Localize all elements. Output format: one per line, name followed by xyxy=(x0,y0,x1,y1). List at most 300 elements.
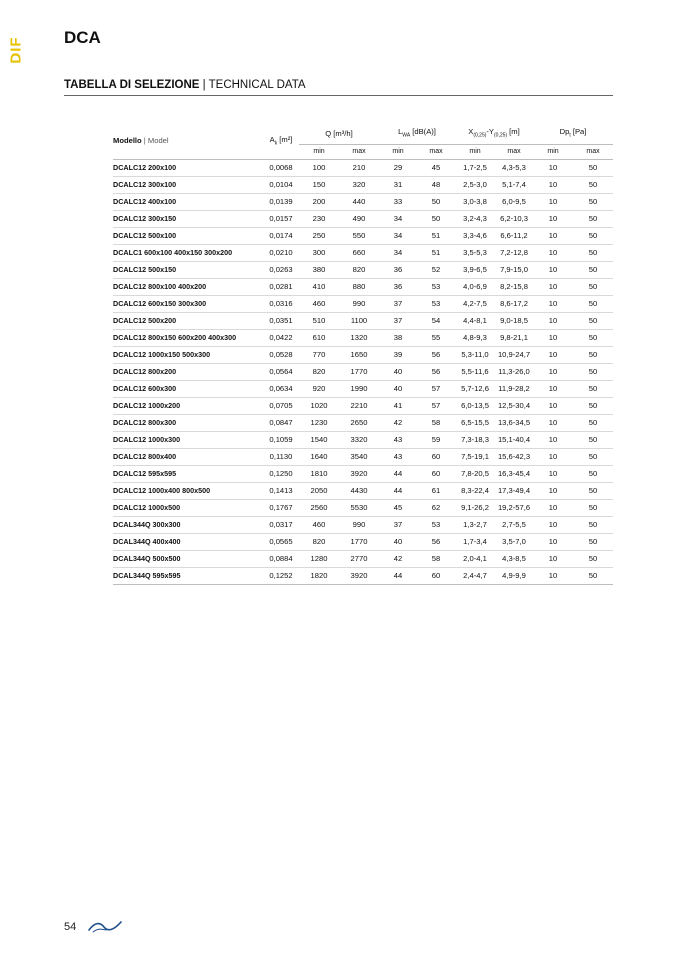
cell-dp-min: 10 xyxy=(548,485,558,495)
cell-dp-min: 10 xyxy=(548,281,558,291)
cell-q-max: 660 xyxy=(352,247,366,257)
cell-ak: 0,0884 xyxy=(269,553,293,563)
cell-lwa-max: 53 xyxy=(431,281,441,291)
cell-lwa-min: 38 xyxy=(393,332,403,342)
cell-throw-max: 6,0-9,5 xyxy=(502,196,526,206)
cell-lwa-min: 43 xyxy=(393,451,403,461)
table-row xyxy=(113,295,613,312)
cell-throw-max: 15,6-42,3 xyxy=(497,451,531,461)
cell-ak: 0,0565 xyxy=(269,536,293,546)
cell-model: DCALC12 1000x300 xyxy=(113,434,181,444)
cell-q-min: 1820 xyxy=(310,570,328,580)
cell-lwa-min: 43 xyxy=(393,434,403,444)
cell-q-min: 1640 xyxy=(310,451,328,461)
cell-lwa-min: 31 xyxy=(393,179,403,189)
cell-throw-max: 10,9-24,7 xyxy=(497,349,531,359)
section-title-separator: | xyxy=(199,79,209,91)
cell-dp-max: 50 xyxy=(588,230,598,240)
cell-lwa-min: 34 xyxy=(393,213,403,223)
cell-q-max: 990 xyxy=(352,298,366,308)
cell-lwa-min: 36 xyxy=(393,281,403,291)
cell-q-min: 2560 xyxy=(310,502,328,512)
cell-lwa-max: 51 xyxy=(431,230,441,240)
cell-q-min: 820 xyxy=(312,536,326,546)
table-body xyxy=(113,159,613,584)
cell-model: DCALC12 500x100 xyxy=(113,230,177,240)
header-throw-x: X xyxy=(468,127,474,136)
cell-ak: 0,1252 xyxy=(269,570,293,580)
cell-throw-max: 5,1-7,4 xyxy=(502,179,526,189)
cell-q-min: 460 xyxy=(312,298,326,308)
cell-model: DCALC12 600x300 xyxy=(113,383,177,393)
table-row xyxy=(113,278,613,295)
cell-throw-min: 3,9-6,5 xyxy=(463,264,487,274)
cell-dp-min: 10 xyxy=(548,213,558,223)
table-row xyxy=(113,499,613,516)
cell-throw-min: 3,2-4,3 xyxy=(463,213,487,223)
cell-dp-min: 10 xyxy=(548,451,558,461)
cell-throw-min: 2,5-3,0 xyxy=(463,179,487,189)
cell-q-min: 410 xyxy=(312,281,326,291)
cell-lwa-max: 53 xyxy=(431,519,441,529)
cell-ak: 0,1059 xyxy=(269,434,293,444)
cell-dp-max: 50 xyxy=(588,434,598,444)
header-throw-min: min xyxy=(469,147,481,155)
cell-q-max: 820 xyxy=(352,264,366,274)
header-pressure xyxy=(533,124,613,144)
table-row xyxy=(113,397,613,414)
cell-ak: 0,0317 xyxy=(269,519,293,529)
cell-throw-min: 4,8-9,3 xyxy=(463,332,487,342)
cell-ak: 0,0705 xyxy=(269,400,293,410)
cell-throw-max: 15,1-40,4 xyxy=(497,434,531,444)
cell-q-max: 210 xyxy=(352,162,366,172)
table-row xyxy=(113,210,613,227)
cell-q-max: 3320 xyxy=(350,434,368,444)
header-throw-unit: [m] xyxy=(507,127,520,136)
cell-q-max: 3920 xyxy=(350,570,368,580)
cell-lwa-max: 45 xyxy=(431,162,441,172)
selection-table xyxy=(113,124,613,585)
cell-q-min: 770 xyxy=(312,349,326,359)
header-q-min: min xyxy=(313,147,325,155)
cell-throw-min: 7,5-19,1 xyxy=(461,451,489,461)
cell-throw-min: 8,3-22,4 xyxy=(461,485,489,495)
cell-dp-min: 10 xyxy=(548,383,558,393)
wave-logo-icon xyxy=(88,918,122,934)
header-sound-unit: [dB(A)] xyxy=(410,127,436,136)
cell-lwa-min: 37 xyxy=(393,315,403,325)
cell-model: DCALC12 300x100 xyxy=(113,179,177,189)
cell-lwa-max: 55 xyxy=(431,332,441,342)
cell-dp-min: 10 xyxy=(548,519,558,529)
cell-dp-min: 10 xyxy=(548,264,558,274)
cell-lwa-min: 37 xyxy=(393,519,403,529)
cell-ak: 0,1767 xyxy=(269,502,293,512)
table-row xyxy=(113,363,613,380)
cell-model: DCALC12 1000x500 xyxy=(113,502,181,512)
cell-dp-max: 50 xyxy=(588,417,598,427)
cell-ak: 0,0068 xyxy=(269,162,293,172)
cell-ak: 0,0139 xyxy=(269,196,293,206)
cell-model: DCAL344Q 500x500 xyxy=(113,553,181,563)
cell-model: DCALC12 800x150 600x200 400x300 xyxy=(113,332,237,342)
cell-ak: 0,0422 xyxy=(269,332,293,342)
cell-throw-min: 3,3-4,6 xyxy=(463,230,487,240)
header-ak-symbol: A xyxy=(269,134,275,144)
cell-q-max: 990 xyxy=(352,519,366,529)
cell-model: DCAL344Q 300x300 xyxy=(113,519,181,529)
cell-ak: 0,1413 xyxy=(269,485,293,495)
cell-throw-max: 6,6-11,2 xyxy=(500,230,528,240)
cell-lwa-min: 39 xyxy=(393,349,403,359)
cell-q-max: 1770 xyxy=(350,366,368,376)
cell-dp-min: 10 xyxy=(548,400,558,410)
header-sound xyxy=(379,124,455,144)
table-row xyxy=(113,346,613,363)
cell-lwa-max: 57 xyxy=(431,383,441,393)
cell-throw-max: 4,3-8,5 xyxy=(502,553,526,563)
header-model-it: Modello xyxy=(113,136,142,146)
cell-ak: 0,0847 xyxy=(269,417,293,427)
page-title: DCA xyxy=(64,28,101,47)
cell-dp-max: 50 xyxy=(588,298,598,308)
cell-dp-max: 50 xyxy=(588,451,598,461)
table-row xyxy=(113,448,613,465)
cell-throw-min: 6,5-15,5 xyxy=(461,417,489,427)
cell-throw-max: 4,3-5,3 xyxy=(502,162,526,172)
cell-lwa-max: 51 xyxy=(431,247,441,257)
cell-dp-max: 50 xyxy=(588,179,598,189)
cell-lwa-max: 56 xyxy=(431,349,441,359)
table-row xyxy=(113,533,613,550)
cell-lwa-max: 60 xyxy=(431,451,441,461)
cell-q-min: 1020 xyxy=(310,400,328,410)
cell-lwa-max: 52 xyxy=(431,264,441,274)
cell-throw-max: 13,6-34,5 xyxy=(497,417,531,427)
section-title-en: TECHNICAL DATA xyxy=(208,79,306,91)
cell-lwa-min: 40 xyxy=(393,383,403,393)
header-pressure-unit: [Pa] xyxy=(570,127,587,136)
cell-throw-max: 17,3-49,4 xyxy=(497,485,531,495)
cell-q-max: 1650 xyxy=(350,349,368,359)
cell-dp-min: 10 xyxy=(548,502,558,512)
cell-q-max: 2650 xyxy=(350,417,368,427)
cell-throw-max: 7,2-12,8 xyxy=(500,247,528,257)
table-row xyxy=(113,465,613,482)
cell-q-min: 610 xyxy=(312,332,326,342)
cell-model: DCAL344Q 595x595 xyxy=(113,570,181,580)
cell-dp-min: 10 xyxy=(548,536,558,546)
cell-throw-min: 3,5-5,3 xyxy=(463,247,487,257)
cell-q-min: 920 xyxy=(312,383,326,393)
cell-q-max: 4430 xyxy=(350,485,368,495)
cell-q-min: 380 xyxy=(312,264,326,274)
header-sound-symbol: L xyxy=(398,127,403,136)
cell-dp-max: 50 xyxy=(588,162,598,172)
cell-dp-min: 10 xyxy=(548,196,558,206)
cell-q-max: 440 xyxy=(352,196,366,206)
cell-lwa-min: 44 xyxy=(393,485,403,495)
table-row xyxy=(113,244,613,261)
cell-lwa-max: 60 xyxy=(431,570,441,580)
cell-lwa-min: 45 xyxy=(393,502,403,512)
cell-q-max: 320 xyxy=(352,179,366,189)
cell-ak: 0,1130 xyxy=(269,451,293,461)
header-throw-y: -Y xyxy=(486,127,494,136)
cell-model: DCALC12 500x200 xyxy=(113,315,177,325)
cell-lwa-min: 34 xyxy=(393,230,403,240)
table-row xyxy=(113,312,613,329)
cell-dp-min: 10 xyxy=(548,570,558,580)
cell-model: DCALC1 600x100 400x150 300x200 xyxy=(113,247,233,257)
table-header-row xyxy=(113,124,613,144)
cell-throw-min: 2,4-4,7 xyxy=(463,570,487,580)
cell-lwa-max: 60 xyxy=(431,468,441,478)
cell-dp-max: 50 xyxy=(588,536,598,546)
cell-dp-max: 50 xyxy=(588,281,598,291)
cell-dp-max: 50 xyxy=(588,196,598,206)
cell-model: DCALC12 800x200 xyxy=(113,366,177,376)
cell-ak: 0,0174 xyxy=(269,230,293,240)
cell-ak: 0,0351 xyxy=(269,315,293,325)
cell-lwa-min: 37 xyxy=(393,298,403,308)
cell-lwa-min: 34 xyxy=(393,247,403,257)
table-row xyxy=(113,193,613,210)
cell-lwa-max: 59 xyxy=(431,434,441,444)
cell-q-max: 3920 xyxy=(350,468,368,478)
cell-dp-max: 50 xyxy=(588,400,598,410)
cell-model: DCAL344Q 400x400 xyxy=(113,536,181,546)
header-airflow: Q [m³/h] xyxy=(299,124,379,144)
table-row xyxy=(113,227,613,244)
cell-q-min: 1540 xyxy=(310,434,328,444)
cell-dp-min: 10 xyxy=(548,366,558,376)
cell-dp-max: 50 xyxy=(588,553,598,563)
cell-throw-max: 2,7-5,5 xyxy=(502,519,526,529)
header-model-en: Model xyxy=(147,136,169,146)
cell-throw-min: 9,1-26,2 xyxy=(461,502,489,512)
cell-throw-min: 5,5-11,6 xyxy=(461,366,489,376)
cell-q-max: 3540 xyxy=(350,451,368,461)
cell-dp-max: 50 xyxy=(588,349,598,359)
cell-lwa-max: 58 xyxy=(431,553,441,563)
cell-ak: 0,0281 xyxy=(269,281,293,291)
section-divider xyxy=(64,95,613,96)
cell-q-min: 230 xyxy=(312,213,326,223)
cell-throw-min: 5,7-12,6 xyxy=(461,383,489,393)
cell-ak: 0,0316 xyxy=(269,298,293,308)
cell-throw-min: 7,8-20,5 xyxy=(461,468,489,478)
cell-model: DCALC12 600x150 300x300 xyxy=(113,298,207,308)
cell-dp-max: 50 xyxy=(588,383,598,393)
cell-throw-max: 16,3-45,4 xyxy=(497,468,531,478)
header-throw-x-sub: (0,25) xyxy=(473,132,487,139)
cell-ak: 0,0104 xyxy=(269,179,293,189)
cell-throw-max: 8,6-17,2 xyxy=(500,298,528,308)
cell-lwa-max: 50 xyxy=(431,213,441,223)
cell-dp-max: 50 xyxy=(588,468,598,478)
cell-lwa-min: 42 xyxy=(393,417,403,427)
cell-lwa-min: 40 xyxy=(393,366,403,376)
cell-throw-min: 4,4-8,1 xyxy=(463,315,487,325)
cell-dp-min: 10 xyxy=(548,179,558,189)
cell-q-min: 460 xyxy=(312,519,326,529)
cell-throw-max: 4,9-9,9 xyxy=(502,570,526,580)
cell-lwa-max: 50 xyxy=(431,196,441,206)
cell-q-min: 1230 xyxy=(310,417,328,427)
cell-lwa-max: 58 xyxy=(431,417,441,427)
cell-lwa-max: 53 xyxy=(431,298,441,308)
cell-throw-min: 1,7-3,4 xyxy=(463,536,487,546)
table-row xyxy=(113,380,613,397)
cell-ak: 0,1250 xyxy=(269,468,293,478)
cell-ak: 0,0634 xyxy=(269,383,293,393)
cell-lwa-min: 36 xyxy=(393,264,403,274)
cell-ak: 0,0564 xyxy=(269,366,293,376)
cell-q-max: 2770 xyxy=(350,553,368,563)
cell-dp-min: 10 xyxy=(548,349,558,359)
section-title xyxy=(64,79,306,91)
cell-model: DCALC12 400x100 xyxy=(113,196,177,206)
cell-lwa-min: 41 xyxy=(393,400,403,410)
cell-dp-max: 50 xyxy=(588,247,598,257)
cell-dp-min: 10 xyxy=(548,315,558,325)
cell-throw-max: 6,2-10,3 xyxy=(500,213,528,223)
table-row xyxy=(113,329,613,346)
cell-q-min: 150 xyxy=(312,179,326,189)
cell-throw-max: 7,9-15,0 xyxy=(500,264,528,274)
header-model xyxy=(113,124,263,159)
cell-q-max: 550 xyxy=(352,230,366,240)
header-throw xyxy=(455,124,533,144)
cell-throw-max: 11,3-26,0 xyxy=(498,366,530,376)
cell-dp-max: 50 xyxy=(588,502,598,512)
header-dp-max: max xyxy=(586,147,600,155)
cell-throw-max: 9,0-18,5 xyxy=(500,315,528,325)
cell-throw-min: 1,3-2,7 xyxy=(463,519,487,529)
cell-dp-max: 50 xyxy=(588,315,598,325)
cell-ak: 0,0210 xyxy=(269,247,293,257)
cell-lwa-max: 57 xyxy=(431,400,441,410)
cell-dp-max: 50 xyxy=(588,570,598,580)
cell-dp-min: 10 xyxy=(548,247,558,257)
header-pressure-symbol: Dp xyxy=(559,127,570,136)
table-row xyxy=(113,516,613,533)
cell-q-max: 1770 xyxy=(350,536,368,546)
header-lwa-min: min xyxy=(392,147,404,155)
cell-dp-min: 10 xyxy=(548,332,558,342)
cell-throw-max: 11,9-28,2 xyxy=(498,383,530,393)
cell-throw-min: 5,3-11,0 xyxy=(461,349,489,359)
cell-q-max: 2210 xyxy=(350,400,368,410)
table-row xyxy=(113,176,613,193)
cell-throw-max: 12,5-30,4 xyxy=(497,400,531,410)
cell-model: DCALC12 1000x150 500x300 xyxy=(113,349,211,359)
cell-q-min: 300 xyxy=(312,247,326,257)
cell-dp-max: 50 xyxy=(588,213,598,223)
table-row xyxy=(113,567,613,584)
side-tab-label: DIF xyxy=(7,36,25,64)
cell-dp-min: 10 xyxy=(548,230,558,240)
cell-q-max: 490 xyxy=(352,213,366,223)
header-throw-max: max xyxy=(507,147,521,155)
cell-dp-min: 10 xyxy=(548,417,558,427)
cell-dp-min: 10 xyxy=(548,434,558,444)
cell-ak: 0,0263 xyxy=(269,264,293,274)
cell-q-min: 1280 xyxy=(310,553,328,563)
cell-throw-max: 9,8-21,1 xyxy=(500,332,528,342)
header-ak-unit: [m²] xyxy=(277,134,293,144)
cell-model: DCALC12 200x100 xyxy=(113,162,177,172)
cell-lwa-min: 33 xyxy=(393,196,403,206)
cell-throw-max: 8,2-15,8 xyxy=(500,281,528,291)
header-lwa-max: max xyxy=(429,147,443,155)
header-throw-y-sub: (0,25) xyxy=(494,132,508,139)
cell-lwa-max: 56 xyxy=(431,536,441,546)
header-pressure-sub: t xyxy=(569,132,571,139)
cell-throw-min: 2,0-4,1 xyxy=(463,553,487,563)
cell-model: DCALC12 300x150 xyxy=(113,213,177,223)
cell-ak: 0,0157 xyxy=(269,213,293,223)
cell-throw-min: 1,7-2,5 xyxy=(463,162,487,172)
cell-throw-min: 4,0-6,9 xyxy=(463,281,487,291)
cell-q-min: 250 xyxy=(312,230,326,240)
cell-dp-min: 10 xyxy=(548,553,558,563)
header-ak xyxy=(263,124,299,159)
cell-throw-max: 19,2-57,6 xyxy=(497,502,531,512)
cell-model: DCALC12 1000x200 xyxy=(113,400,181,410)
cell-lwa-max: 54 xyxy=(431,315,441,325)
cell-dp-max: 50 xyxy=(588,332,598,342)
header-model-separator: | xyxy=(141,136,148,146)
cell-lwa-min: 40 xyxy=(393,536,403,546)
header-ak-sub: k xyxy=(274,140,278,147)
cell-lwa-max: 62 xyxy=(431,502,441,512)
table-row xyxy=(113,482,613,499)
cell-lwa-min: 44 xyxy=(393,468,403,478)
header-sound-sub: WA xyxy=(402,132,411,139)
cell-model: DCALC12 1000x400 800x500 xyxy=(113,485,211,495)
cell-q-max: 1100 xyxy=(350,315,368,325)
cell-throw-max: 3,5-7,0 xyxy=(502,536,526,546)
cell-model: DCALC12 800x300 xyxy=(113,417,177,427)
cell-throw-min: 3,0-3,8 xyxy=(463,196,487,206)
cell-dp-max: 50 xyxy=(588,366,598,376)
cell-throw-min: 6,0-13,5 xyxy=(461,400,489,410)
cell-dp-min: 10 xyxy=(548,298,558,308)
cell-dp-min: 10 xyxy=(548,162,558,172)
cell-q-min: 510 xyxy=(312,315,326,325)
cell-q-max: 5530 xyxy=(350,502,368,512)
cell-q-min: 1810 xyxy=(310,468,328,478)
cell-model: DCALC12 800x100 400x200 xyxy=(113,281,207,291)
cell-model: DCALC12 595x595 xyxy=(113,468,177,478)
cell-model: DCALC12 800x400 xyxy=(113,451,177,461)
header-q-max: max xyxy=(352,147,366,155)
cell-lwa-max: 56 xyxy=(431,366,441,376)
cell-throw-min: 4,2-7,5 xyxy=(463,298,487,308)
cell-throw-min: 7,3-18,3 xyxy=(461,434,489,444)
table-row xyxy=(113,414,613,431)
table-row xyxy=(113,550,613,567)
cell-dp-min: 10 xyxy=(548,468,558,478)
table-row xyxy=(113,261,613,278)
cell-q-max: 880 xyxy=(352,281,366,291)
cell-lwa-max: 48 xyxy=(431,179,441,189)
cell-q-min: 2050 xyxy=(310,485,328,495)
cell-dp-max: 50 xyxy=(588,485,598,495)
